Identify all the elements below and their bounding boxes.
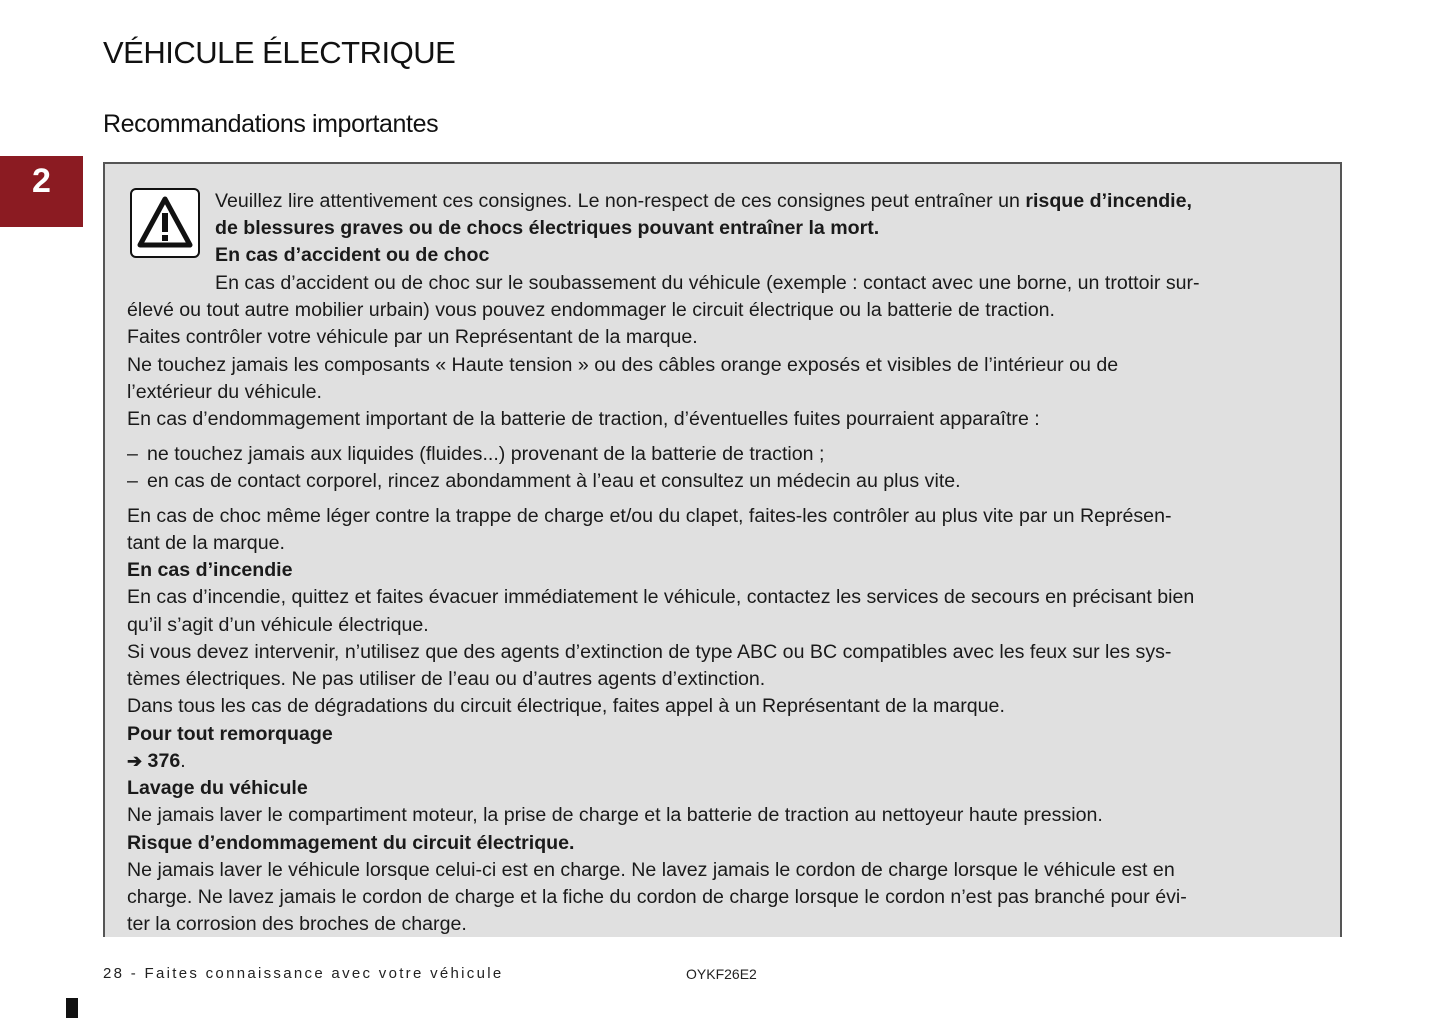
incendie-line-5: Dans tous les cas de dégradations du circuit électrique, faites appel à un Représentant de la marque. <box>127 695 1005 717</box>
accident-line-5: l’extérieur du véhicule. <box>127 381 322 403</box>
intro-line-2: de blessures graves ou de chocs électriques pouvant entraîner la mort. <box>215 217 880 239</box>
choc-line-1: En cas de choc même léger contre la trappe de charge et/ou du clapet, faites-les contrôler au plus vite par un Représen- <box>127 505 1172 527</box>
warning-triangle-icon <box>130 188 200 258</box>
remorquage-reference[interactable]: ➔ 376. <box>127 750 186 772</box>
risque-line-3: ter la corrosion des broches de charge. <box>127 913 467 935</box>
section-title: Recommandations importantes <box>103 110 439 138</box>
risque-line-1: Ne jamais laver le véhicule lorsque celui-ci est en charge. Ne lavez jamais le cordon de charge lorsque le véhicule est en <box>127 859 1175 881</box>
incendie-line-1: En cas d’incendie, quittez et faites évacuer immédiatement le véhicule, contactez les services de secours en précisant bien <box>127 586 1195 608</box>
footer-page-label: 28 - Faites connaissance avec votre véhicule <box>103 965 504 982</box>
bullet-dash: – <box>127 470 138 492</box>
heading-risque: Risque d’endommagement du circuit électrique. <box>127 832 575 854</box>
heading-incendie: En cas d’incendie <box>127 559 293 581</box>
incendie-line-2: qu’il s’agit d’un véhicule électrique. <box>127 614 429 636</box>
bullet-item: – ne touchez jamais aux liquides (fluides...) provenant de la batterie de traction ; <box>127 441 824 468</box>
intro-line-1: Veuillez lire attentivement ces consignes. Le non-respect de ces consignes peut entraîner un risque d’incendie, <box>215 190 1192 212</box>
incendie-line-3: Si vous devez intervenir, n’utilisez que des agents d’extinction de type ABC ou BC compatibles avec les feux sur les sys- <box>127 641 1172 663</box>
heading-lavage: Lavage du véhicule <box>127 777 308 799</box>
heading-accident: En cas d’accident ou de choc <box>215 244 490 266</box>
footer-code: OYKF26E2 <box>686 966 757 982</box>
accident-line-4: Ne touchez jamais les composants « Haute tension » ou des câbles orange exposés et visibles de l’intérieur ou de <box>127 354 1119 376</box>
lavage-line-1: Ne jamais laver le compartiment moteur, la prise de charge et la batterie de traction au nettoyeur haute pression. <box>127 804 1103 826</box>
chapter-tab: 2 <box>0 156 83 227</box>
accident-line-2: élevé ou tout autre mobilier urbain) vous pouvez endommager le circuit électrique ou la batterie de traction. <box>127 299 1055 321</box>
bullet-item: – en cas de contact corporel, rincez abondamment à l’eau et consultez un médecin au plus vite. <box>127 468 961 495</box>
warning-box <box>103 162 1342 937</box>
bullet-dash: – <box>127 443 138 465</box>
page-title: VÉHICULE ÉLECTRIQUE <box>103 35 456 70</box>
choc-line-2: tant de la marque. <box>127 532 285 554</box>
arrow-right-icon: ➔ <box>127 751 143 771</box>
page-link[interactable]: 376 <box>147 750 181 772</box>
incendie-line-4: tèmes électriques. Ne pas utiliser de l’eau ou d’autres agents d’extinction. <box>127 668 766 690</box>
accident-line-6: En cas d’endommagement important de la batterie de traction, d’éventuelles fuites pourraient apparaître : <box>127 408 1040 430</box>
risque-line-2: charge. Ne lavez jamais le cordon de charge et la fiche du cordon de charge lorsque le cordon n’est pas branché pour évi- <box>127 886 1187 908</box>
accident-line-3: Faites contrôler votre véhicule par un Représentant de la marque. <box>127 326 698 348</box>
heading-remorquage: Pour tout remorquage <box>127 723 333 745</box>
accident-line-1: En cas d’accident ou de choc sur le soubassement du véhicule (exemple : contact avec une borne, un trottoir sur- <box>215 272 1200 294</box>
crop-mark <box>66 998 78 1018</box>
